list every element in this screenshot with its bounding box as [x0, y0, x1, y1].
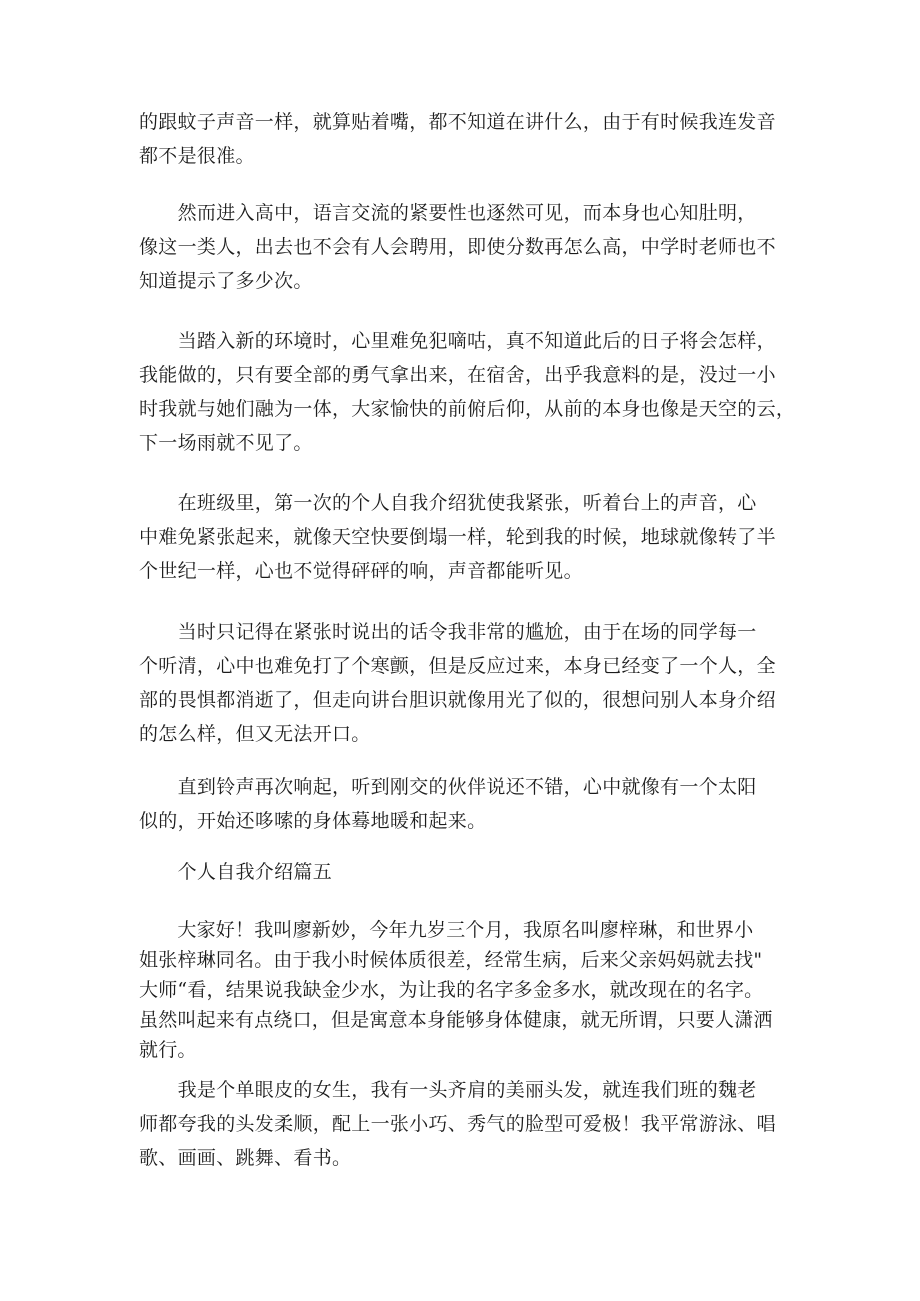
text-line: 直到铃声再次响起，听到刚交的伙伴说还不错，心中就像有一个太阳 [139, 776, 757, 798]
text-line: 的跟蚊子声音一样，就算贴着嘴，都不知道在讲什么，由于有时候我连发音 [139, 111, 776, 133]
text-line: 大家好！我叫廖新妙，今年九岁三个月，我原名叫廖梓琳，和世界小 [139, 919, 754, 941]
text-line: 知道提示了多少次。 [139, 270, 313, 292]
paragraph-2 [139, 196, 799, 298]
heading-line: 个人自我介绍篇五 [139, 861, 333, 883]
text-line: 当踏入新的环境时，心里难免犯嘀咕，真不知道此后的日子将会怎样， [139, 330, 776, 352]
paragraph-4 [139, 486, 799, 588]
text-line: 当时只记得在紧张时说出的话令我非常的尴尬，由于在场的同学每一 [139, 621, 757, 643]
text-line: 虽然叫起来有点绕口，但是寓意本身能够身体健康，就无所谓，只要人潇洒 [139, 1009, 773, 1031]
paragraph-6 [139, 770, 799, 838]
text-line: 时我就与她们融为一体，大家愉快的前俯后仰，从前的本身也像是天空的云， [139, 398, 796, 420]
paragraph-8 [139, 1073, 799, 1175]
text-line: 我是个单眼皮的女生，我有一头齐肩的美丽头发，就连我们班的魏老 [139, 1079, 757, 1101]
text-line: 个世纪一样，心也不觉得砰砰的响，声音都能听见。 [139, 560, 583, 582]
paragraph-5 [139, 615, 799, 751]
text-line: 歌、画画、跳舞、看书。 [139, 1147, 352, 1169]
text-line: 我能做的，只有要全部的勇气拿出来，在宿舍，出乎我意料的是，没过一小 [139, 364, 776, 386]
text-line: 都不是很准。 [139, 145, 255, 167]
text-line: 像这一类人，出去也不会有人会聘用，即使分数再怎么高，中学时老师也不 [139, 236, 776, 258]
text-line: 下一场雨就不见了。 [139, 432, 313, 454]
text-line: 姐张梓琳同名。由于我小时候体质很差，经常生病，后来父亲妈妈就去找" [139, 949, 763, 971]
paragraph-7 [139, 915, 799, 1065]
text-line: 大师“看，结果说我缺金少水，为让我的名字多金多水，就改现在的名字。 [139, 979, 764, 1001]
text-line: 部的畏惧都消逝了，但走向讲台胆识就像用光了似的，很想问别人本身介绍 [139, 689, 776, 711]
paragraph-3 [139, 324, 799, 460]
text-line: 似的，开始还哆嗦的身体蓦地暖和起来。 [139, 810, 487, 832]
section-heading [139, 855, 799, 889]
text-line: 个听清，心中也难免打了个寒颤，但是反应过来，本身已经变了一个人，全 [139, 655, 776, 677]
text-line: 的怎么样，但又无法开口。 [139, 723, 371, 745]
text-line: 就行。 [139, 1039, 197, 1061]
text-line: 然而进入高中，语言交流的紧要性也逐然可见，而本身也心知肚明， [139, 202, 757, 224]
text-line: 中难免紧张起来，就像天空快要倒塌一样，轮到我的时候，地球就像转了半 [139, 526, 776, 548]
text-line: 师都夸我的头发柔顺，配上一张小巧、秀气的脸型可爱极！我平常游泳、唱 [139, 1113, 776, 1135]
paragraph-1 [139, 105, 799, 173]
text-line: 在班级里，第一次的个人自我介绍犹使我紧张，听着台上的声音，心 [139, 492, 757, 514]
